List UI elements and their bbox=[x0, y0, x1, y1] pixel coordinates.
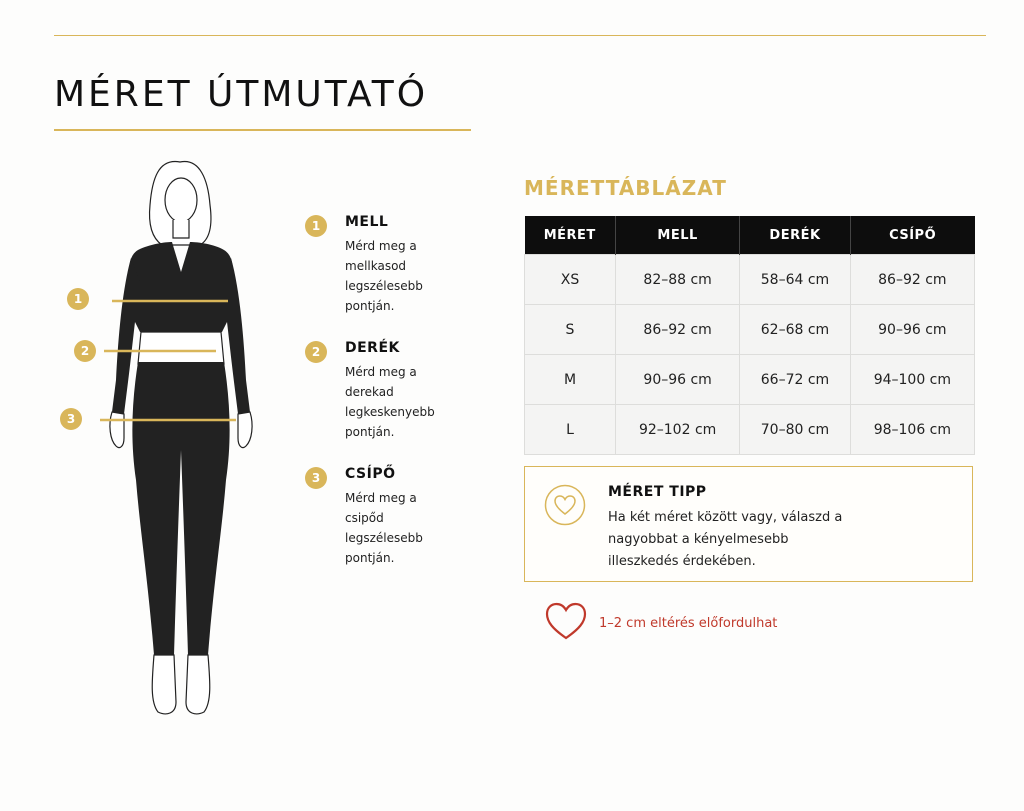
column-header: DERÉK bbox=[740, 216, 850, 255]
table-cell: 66–72 cm bbox=[740, 355, 850, 405]
table-cell: 90–96 cm bbox=[850, 305, 974, 355]
measurement-number: 1 bbox=[73, 292, 83, 306]
number-badge: 3 bbox=[305, 467, 327, 489]
table-cell: 62–68 cm bbox=[740, 305, 850, 355]
size-table-title: MÉRETTÁBLÁZAT bbox=[524, 176, 727, 200]
table-cell: 94–100 cm bbox=[850, 355, 974, 405]
heart-icon bbox=[545, 601, 587, 645]
measurement-number: 3 bbox=[66, 412, 76, 426]
table-cell: 86–92 cm bbox=[850, 255, 974, 305]
size-tip-box bbox=[524, 466, 973, 582]
table-cell: 70–80 cm bbox=[740, 405, 850, 455]
page-title: MÉRET ÚTMUTATÓ bbox=[54, 74, 429, 115]
table-row bbox=[525, 355, 975, 405]
table-cell: 92–102 cm bbox=[616, 405, 740, 455]
measure-description: Mérd meg a csipőd legszélesebb pontján. bbox=[345, 491, 423, 565]
table-row bbox=[525, 305, 975, 355]
table-cell: 82–88 cm bbox=[616, 255, 740, 305]
measure-waist bbox=[305, 340, 505, 442]
column-header: MÉRET bbox=[525, 216, 616, 255]
tip-title: MÉRET TIPP bbox=[608, 484, 707, 500]
measure-title: CSÍPŐ bbox=[345, 466, 396, 482]
table-cell: 90–96 cm bbox=[616, 355, 740, 405]
woman-silhouette-illustration bbox=[0, 150, 300, 730]
measure-title: MELL bbox=[345, 214, 389, 230]
note-text: 1–2 cm eltérés előfordulhat bbox=[599, 616, 778, 631]
table-cell: XS bbox=[525, 255, 616, 305]
table-cell: 58–64 cm bbox=[740, 255, 850, 305]
number-badge: 2 bbox=[305, 341, 327, 363]
table-row bbox=[525, 255, 975, 305]
table-cell: M bbox=[525, 355, 616, 405]
measure-bust bbox=[305, 214, 505, 316]
measure-hip bbox=[305, 466, 505, 568]
table-cell: 86–92 cm bbox=[616, 305, 740, 355]
body-figure bbox=[0, 150, 300, 730]
measurement-instructions bbox=[305, 212, 505, 592]
heart-icon bbox=[544, 484, 586, 530]
table-cell: 98–106 cm bbox=[850, 405, 974, 455]
title-underline bbox=[54, 129, 471, 131]
measure-description: Mérd meg a derekad legkeskenyebb pontján. bbox=[345, 365, 435, 439]
tip-text: Ha két méret között vagy, válaszd a nagyobbat a kényelmesebb illeszkedés érdekében. bbox=[608, 510, 843, 569]
table-cell: S bbox=[525, 305, 616, 355]
size-table bbox=[524, 216, 975, 455]
number-badge: 1 bbox=[305, 215, 327, 237]
measure-title: DERÉK bbox=[345, 340, 400, 356]
table-cell: L bbox=[525, 405, 616, 455]
top-rule bbox=[54, 35, 986, 36]
table-header-row bbox=[525, 216, 975, 255]
column-header: CSÍPŐ bbox=[850, 216, 974, 255]
measure-description: Mérd meg a mellkasod legszélesebb pontján. bbox=[345, 239, 423, 313]
column-header: MELL bbox=[616, 216, 740, 255]
table-row bbox=[525, 405, 975, 455]
measurement-number: 2 bbox=[80, 344, 90, 358]
